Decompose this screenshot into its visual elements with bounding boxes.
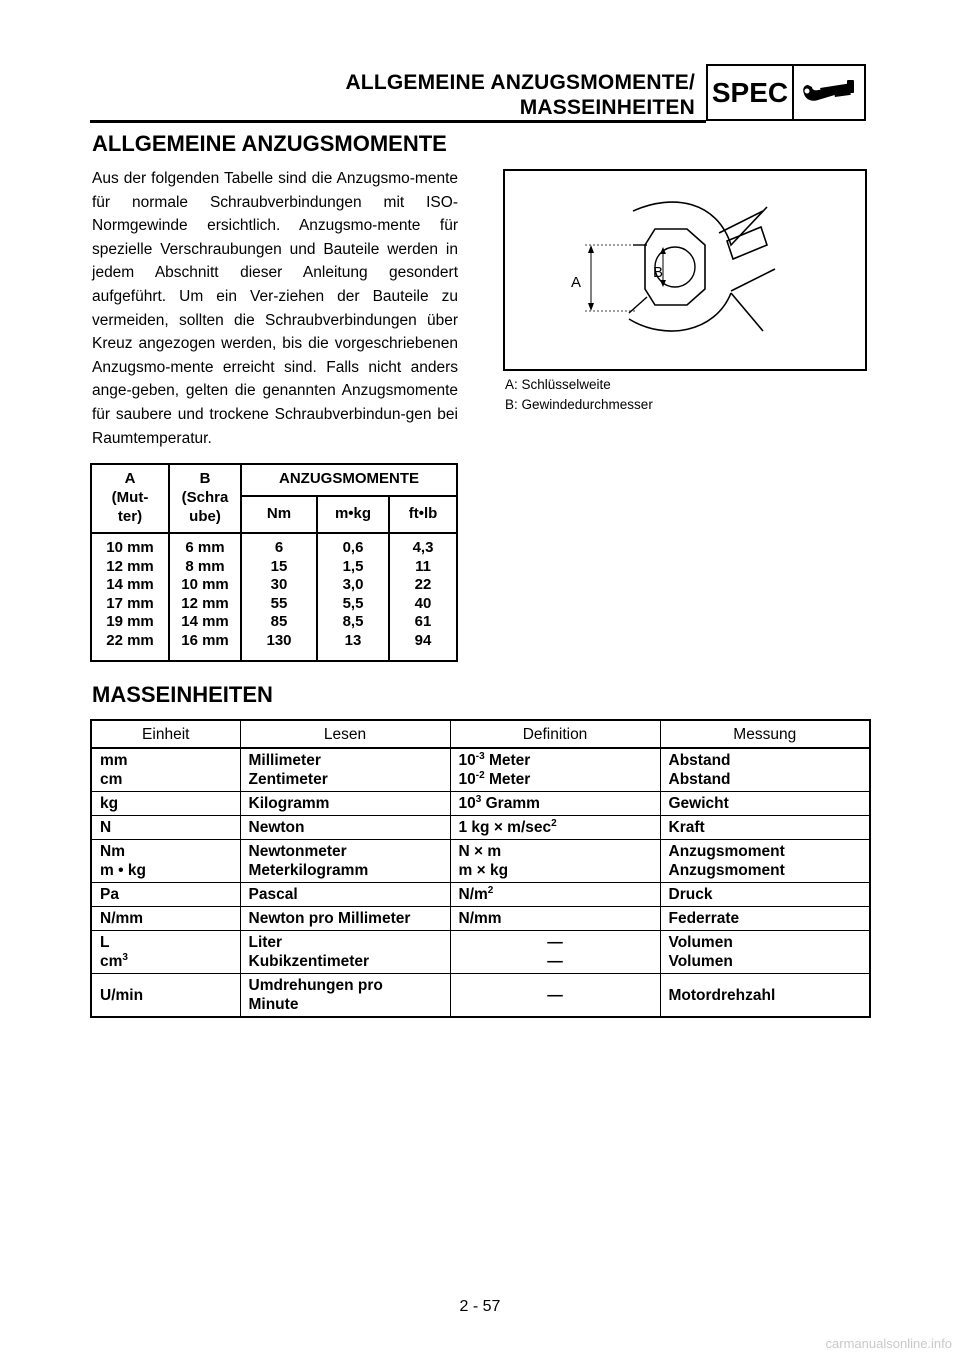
definition-cell-line — [459, 933, 652, 952]
measure-cell-line: Abstand — [668, 771, 731, 788]
table-row — [91, 907, 870, 931]
header-einheit: Einheit — [91, 720, 240, 748]
values-mkg: 0,6 1,5 3,0 5,5 8,5 13 — [342, 539, 364, 649]
unit-cell-line: L — [100, 934, 110, 951]
measure-cell-line: Volumen — [668, 953, 733, 970]
measure-cell-line: Federrate — [668, 910, 740, 927]
definition-cell-line — [459, 885, 652, 904]
value-exponent: 2 — [487, 884, 494, 896]
unit-cell — [91, 907, 240, 931]
read-cell-line: Liter — [248, 934, 283, 951]
unit-cell — [91, 816, 240, 840]
units-header-row — [91, 720, 870, 748]
unit-cell — [91, 792, 240, 816]
value-suffix: Meter — [484, 771, 531, 788]
measure-cell — [660, 907, 870, 931]
unit-cell — [91, 931, 240, 974]
read-cell — [240, 974, 450, 1018]
measure-cell-line: Druck — [668, 886, 713, 903]
definition-cell — [450, 816, 660, 840]
definition-cell-line — [459, 818, 652, 837]
definition-cell-line — [459, 751, 652, 770]
measure-cell-line: Motordrehzahl — [668, 986, 776, 1004]
section-title-torque: ALLGEMEINE ANZUGSMOMENTE — [92, 131, 447, 156]
measure-cell — [660, 931, 870, 974]
read-cell-line: Newton pro Millimeter — [248, 910, 411, 927]
value-base: m × kg — [458, 862, 509, 879]
table-row — [91, 974, 870, 1018]
read-cell-line: Minute — [248, 996, 299, 1013]
definition-cell-line — [459, 986, 652, 1005]
definition-cell-line — [459, 842, 652, 861]
measure-cell — [660, 748, 870, 792]
figure-caption — [505, 375, 653, 414]
definition-cell — [450, 748, 660, 792]
page-header-title — [300, 70, 695, 120]
page-number: 2 - 57 — [459, 1298, 501, 1315]
table-row — [91, 931, 870, 974]
value-base: 10 — [458, 771, 476, 788]
read-cell — [240, 883, 450, 907]
measure-cell-line: Anzugsmoment — [668, 862, 785, 879]
torque-table — [90, 463, 458, 662]
header-rule — [90, 120, 706, 123]
read-cell — [240, 816, 450, 840]
measure-cell — [660, 792, 870, 816]
unit-cell-line: N — [100, 819, 112, 836]
value-exponent: 3 — [475, 793, 482, 805]
unit-cell-line: m • kg — [100, 862, 146, 879]
read-cell-line: Umdrehungen pro — [248, 977, 383, 994]
measure-cell — [660, 883, 870, 907]
unit-cell-line: U/min — [100, 986, 144, 1004]
unit-cell-line: N/mm — [100, 910, 144, 927]
table-row — [91, 840, 870, 883]
read-cell-line: Newtonmeter — [248, 843, 347, 860]
read-cell-line: Millimeter — [248, 752, 321, 769]
caption-b: B: Gewindedurchmesser — [505, 396, 653, 412]
unit-cell-line: cm — [100, 771, 123, 788]
header-title-line2: MASSEINHEITEN — [519, 96, 695, 119]
units-body — [91, 748, 870, 1017]
section-title-units: MASSEINHEITEN — [92, 682, 273, 707]
unit-cell-line: Pa — [100, 886, 119, 903]
value-base: 10 — [458, 752, 476, 769]
unit-cell-line: mm — [100, 752, 128, 769]
definition-cell-line — [459, 952, 652, 971]
definition-cell — [450, 931, 660, 974]
definition-cell — [450, 792, 660, 816]
definition-cell-line — [459, 794, 652, 813]
measure-cell — [660, 816, 870, 840]
read-cell-line: Zentimeter — [248, 771, 328, 788]
read-cell-line: Meterkilogramm — [248, 862, 369, 879]
read-cell-line: Kubikzentimeter — [248, 953, 370, 970]
read-cell — [240, 792, 450, 816]
unit-cell-line: Nm — [100, 843, 125, 860]
definition-cell — [450, 840, 660, 883]
measure-cell-line: Kraft — [668, 819, 705, 836]
values-col-a: 10 mm 12 mm 14 mm 17 mm 19 mm 22 mm — [106, 539, 154, 649]
measure-cell-line: Abstand — [668, 752, 731, 769]
read-cell-line: Newton — [248, 819, 305, 836]
unit-cell-line: kg — [100, 795, 119, 812]
header-lesen: Lesen — [240, 720, 450, 748]
dim-label-a: A — [571, 274, 582, 291]
value-base: cm — [100, 953, 123, 970]
definition-cell-line — [459, 861, 652, 880]
value-exponent: -3 — [475, 750, 485, 762]
caption-a: A: Schlüsselweite — [505, 377, 611, 392]
measure-cell — [660, 840, 870, 883]
measure-cell — [660, 974, 870, 1018]
definition-cell-line — [459, 909, 652, 928]
unit-cell — [91, 883, 240, 907]
unit-cell — [91, 974, 240, 1018]
definition-cell — [450, 907, 660, 931]
definition-cell-line — [459, 770, 652, 789]
read-cell — [240, 931, 450, 974]
read-cell-line: Pascal — [248, 886, 298, 903]
definition-cell — [450, 974, 660, 1018]
value-base: 10 — [458, 795, 476, 812]
table-row — [91, 792, 870, 816]
value-base: — — [547, 986, 563, 1004]
unit-cell — [91, 748, 240, 792]
read-cell — [240, 840, 450, 883]
value-exponent: 3 — [122, 951, 128, 963]
table-row — [91, 816, 870, 840]
watermark: carmanualsonline.info — [825, 1336, 952, 1351]
table-row — [91, 748, 870, 792]
values-col-b: 6 mm 8 mm 10 mm 12 mm 14 mm 16 mm — [181, 539, 229, 649]
value-exponent: -2 — [475, 769, 485, 781]
read-cell — [240, 748, 450, 792]
table-row — [91, 883, 870, 907]
unit-cell-line — [100, 952, 232, 971]
read-cell — [240, 907, 450, 931]
definition-cell — [450, 883, 660, 907]
value-suffix: Meter — [484, 752, 531, 769]
intro-paragraph: Aus der folgenden Tabelle sind die Anzugsmo-mente für normale Schraubverbindungen mit ISO-Normgewinde ersichtlich. Anzugsmo-mente für spezielle Verschraubungen und Bauteile werden in jedem Abschnitt dieser Anleitung gesondert aufgeführt. Um ein Ver-ziehen der Bauteile zu vermeiden, sollten die Schraubverbindungen über Kreuz angezogen werden, bis die vorgeschriebenen Anzugsmo-mente erreicht sind. Falls nicht anders ange-geben, gelten die genannten Anzugsmomente für saubere und trockene Schraubverbindun-gen bei Raumtemperatur. — [92, 170, 458, 447]
value-base: — — [547, 953, 563, 970]
read-cell-line: Kilogramm — [248, 795, 330, 812]
value-suffix: Gramm — [481, 795, 540, 812]
dim-label-b: B — [653, 264, 664, 281]
value-base: N/mm — [458, 910, 502, 927]
measure-cell-line: Anzugsmoment — [668, 843, 785, 860]
wrench-diagram — [505, 171, 865, 369]
wrench-icon — [794, 66, 864, 119]
measure-cell-line: Volumen — [668, 934, 733, 951]
wrench-figure — [503, 169, 867, 371]
spec-label: SPEC — [708, 66, 794, 119]
value-base: N × m — [458, 843, 502, 860]
header-col-b: B (Schra ube) — [181, 470, 229, 525]
values-nm: 6 15 30 55 85 130 — [266, 539, 292, 649]
value-exponent: 2 — [551, 817, 557, 829]
header-definition: Definition — [450, 720, 660, 748]
header-title-line1: ALLGEMEINE ANZUGSMOMENTE/ — [345, 71, 695, 94]
measure-cell-line: Gewicht — [668, 795, 729, 812]
header-col-a: A (Mut- ter) — [111, 470, 149, 525]
value-base: N/m — [458, 886, 488, 903]
header-mkg: m•kg — [334, 505, 372, 522]
unit-cell — [91, 840, 240, 883]
values-ftlb: 4,3 11 22 40 61 94 — [412, 539, 434, 649]
header-messung: Messung — [660, 720, 870, 748]
value-base: 1 kg × m/sec — [458, 819, 552, 836]
value-base: — — [547, 934, 563, 951]
units-table — [90, 719, 871, 1018]
header-nm: Nm — [266, 505, 292, 522]
spec-badge — [706, 64, 866, 121]
header-group-torque: ANZUGSMOMENTE — [279, 470, 419, 487]
header-ftlb: ft•lb — [408, 505, 438, 522]
